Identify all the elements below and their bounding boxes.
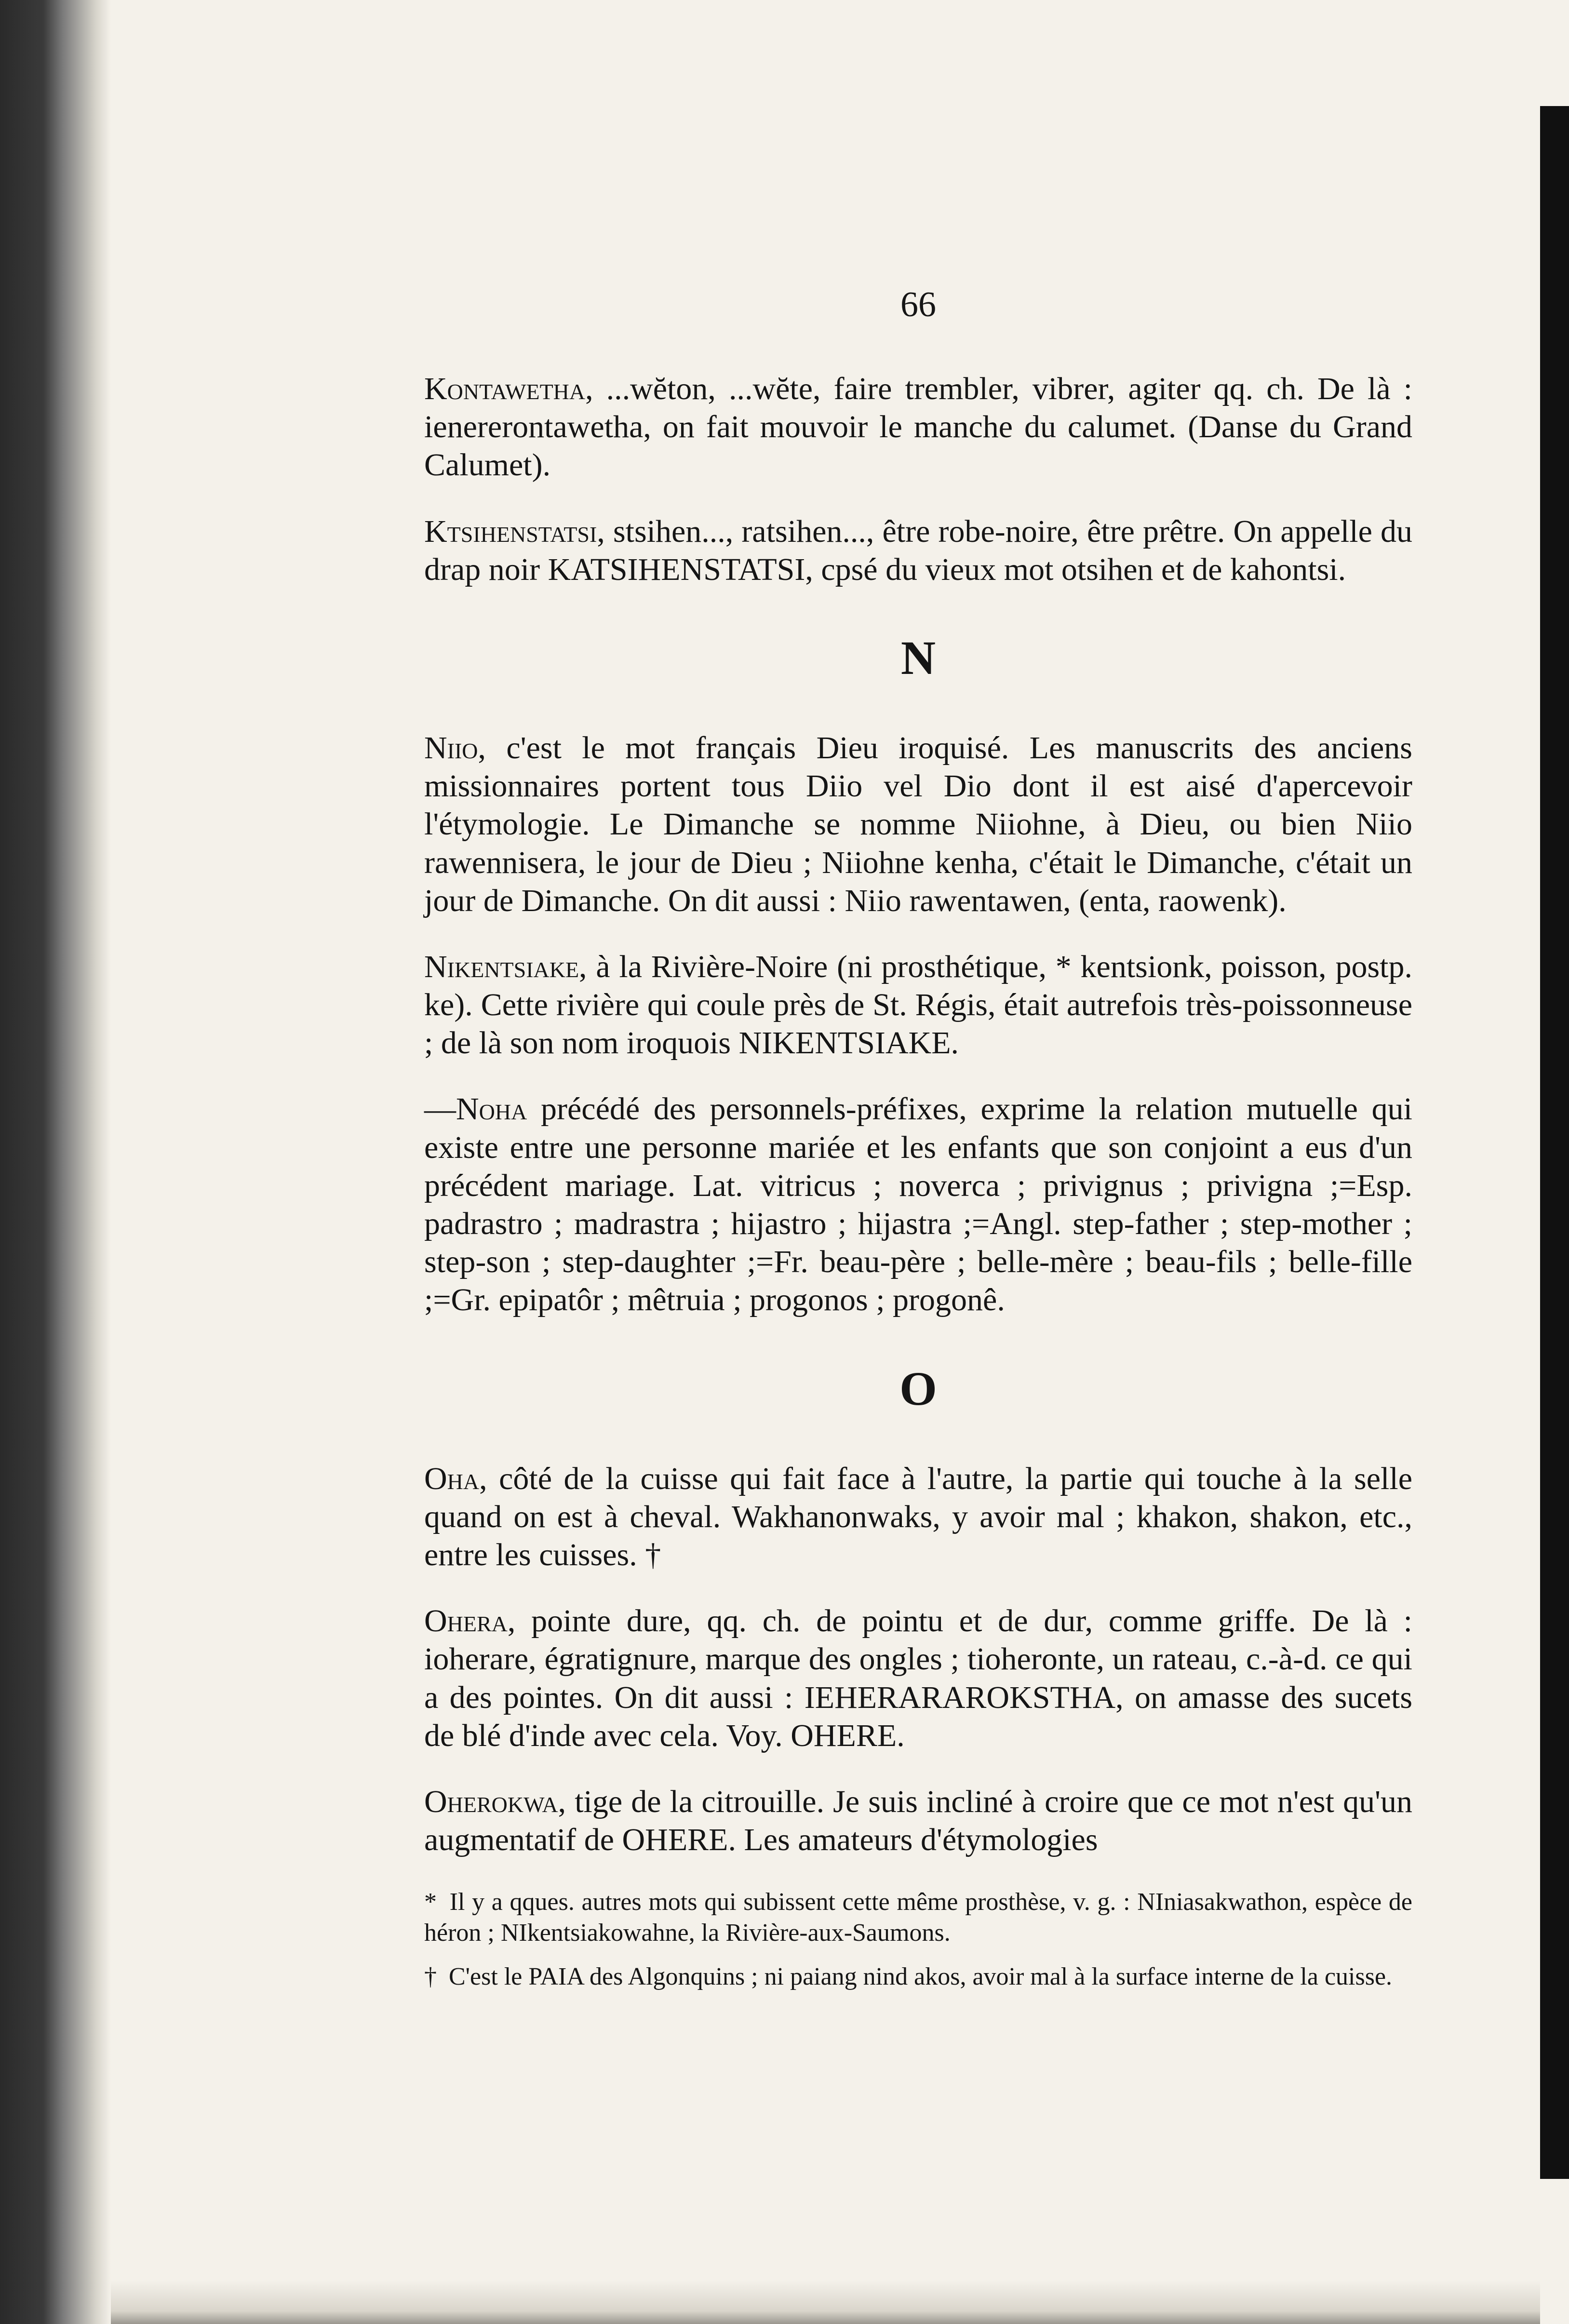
scan-right-edge xyxy=(1540,106,1569,2179)
entry-headword: Oha, xyxy=(424,1461,487,1496)
entry-headword: Ohera, xyxy=(424,1603,516,1639)
entry-text: tige de la citrouille. Je suis incliné à croire que ce mot n'est qu'un augmentatif de OHERE. Les amateurs d'étymologies xyxy=(424,1784,1412,1858)
entry-headword: Niio, xyxy=(424,730,486,766)
scan-binding-shadow xyxy=(0,0,111,2324)
entry-headword: —Noha xyxy=(424,1091,527,1127)
dictionary-entry xyxy=(424,948,1412,1062)
entry-headword: Nikentsiake, xyxy=(424,949,587,984)
dictionary-entry xyxy=(424,729,1412,920)
entry-headword: Ktsihenstatsi, xyxy=(424,513,605,549)
dictionary-entry xyxy=(424,370,1412,484)
entry-headword: Kontawetha, xyxy=(424,371,593,406)
dictionary-entry xyxy=(424,512,1412,589)
entry-text: ...wĕton, ...wĕte, faire trembler, vibrer, agiter qq. ch. De là : ienererontawetha, on fait mouvoir le manche du calumet. (Danse du Grand Calumet). xyxy=(424,371,1412,483)
entry-text: côté de la cuisse qui fait face à l'autre, la partie qui touche à la selle quand on est à cheval. Wakhanonwaks, y avoir mal ; khakon, shakon, etc., entre les cuisses. † xyxy=(424,1461,1413,1572)
footnote xyxy=(424,1887,1412,1948)
footnote-text: Il y a qques. autres mots qui subissent cette même prosthèse, v. g. : NIniasakwathon, espèce de héron ; NIkentsiakowahne, la Rivière-aux-Saumons. xyxy=(424,1888,1413,1947)
footnotes xyxy=(424,1887,1412,1992)
book-page xyxy=(424,284,1412,2006)
section-heading-o: O xyxy=(899,1361,937,1415)
footnote-text: C'est le PAIA des Algonquins ; ni paiang nind akos, avoir mal à la surface interne de la cuisse. xyxy=(449,1963,1393,1991)
entry-text: stsihen..., ratsihen..., être robe-noire, être prêtre. On appelle du drap noir KATSIHENSTATSI, cpsé du vieux mot otsihen et de kahontsi. xyxy=(424,513,1413,587)
footnote-mark: * xyxy=(424,1888,437,1916)
footnote-mark: † xyxy=(424,1963,437,1991)
page-number: 66 xyxy=(900,285,936,324)
dictionary-entry xyxy=(424,1783,1412,1859)
entry-text: pointe dure, qq. ch. de pointu et de dur, comme griffe. De là : ioherare, égratignure, marque des ongles ; tioheronte, un rateau, c.-à-d. ce qui a des pointes. On dit aussi : IEHERARAROKSTHA, on amasse des sucets de blé d'inde avec cela. Voy. OHERE. xyxy=(424,1603,1413,1753)
entry-text: précédé des personnels-préfixes, exprime la relation mutuelle qui existe entre une personne mariée et les enfants que son conjoint a eus d'un précédent mariage. Lat. vitricus ; noverca ; privignus ; privigna ;=Esp. padrastro ; madrastra ; hijastro ; hijastra ;=Angl. step-father ; step-mother ; step-son ; step-daughter ;=Fr. beau-père ; belle-mère ; beau-fils ; belle-fille ;=Gr. epipatôr ; mêtruia ; progonos ; progonê. xyxy=(424,1091,1412,1318)
section-heading-n: N xyxy=(900,631,936,685)
entry-text: c'est le mot français Dieu iroquisé. Les manuscrits des anciens missionnaires portent tous Diio vel Dio dont il est aisé d'apercevoir l'étymologie. Le Dimanche se nomme Niiohne, à Dieu, ou bien Niio rawennisera, le jour de Dieu ; Niiohne kenha, c'était le Dimanche, c'était un jour de Dimanche. On dit aussi : Niio rawentawen, (enta, raowenk). xyxy=(424,730,1412,918)
dictionary-entry xyxy=(424,1460,1412,1574)
dictionary-entry xyxy=(424,1602,1412,1755)
scan-bottom-edge xyxy=(111,2281,1540,2324)
entry-text: à la Rivière-Noire (ni prosthétique, * kentsionk, poisson, postp. ke). Cette rivière qui coule près de St. Régis, était autrefois très-poissonneuse ; de là son nom iroquois NIKENTSIAKE. xyxy=(424,949,1412,1061)
footnote xyxy=(424,1961,1412,1992)
entry-headword: Oherokwa, xyxy=(424,1784,566,1819)
dictionary-entry xyxy=(424,1090,1412,1319)
